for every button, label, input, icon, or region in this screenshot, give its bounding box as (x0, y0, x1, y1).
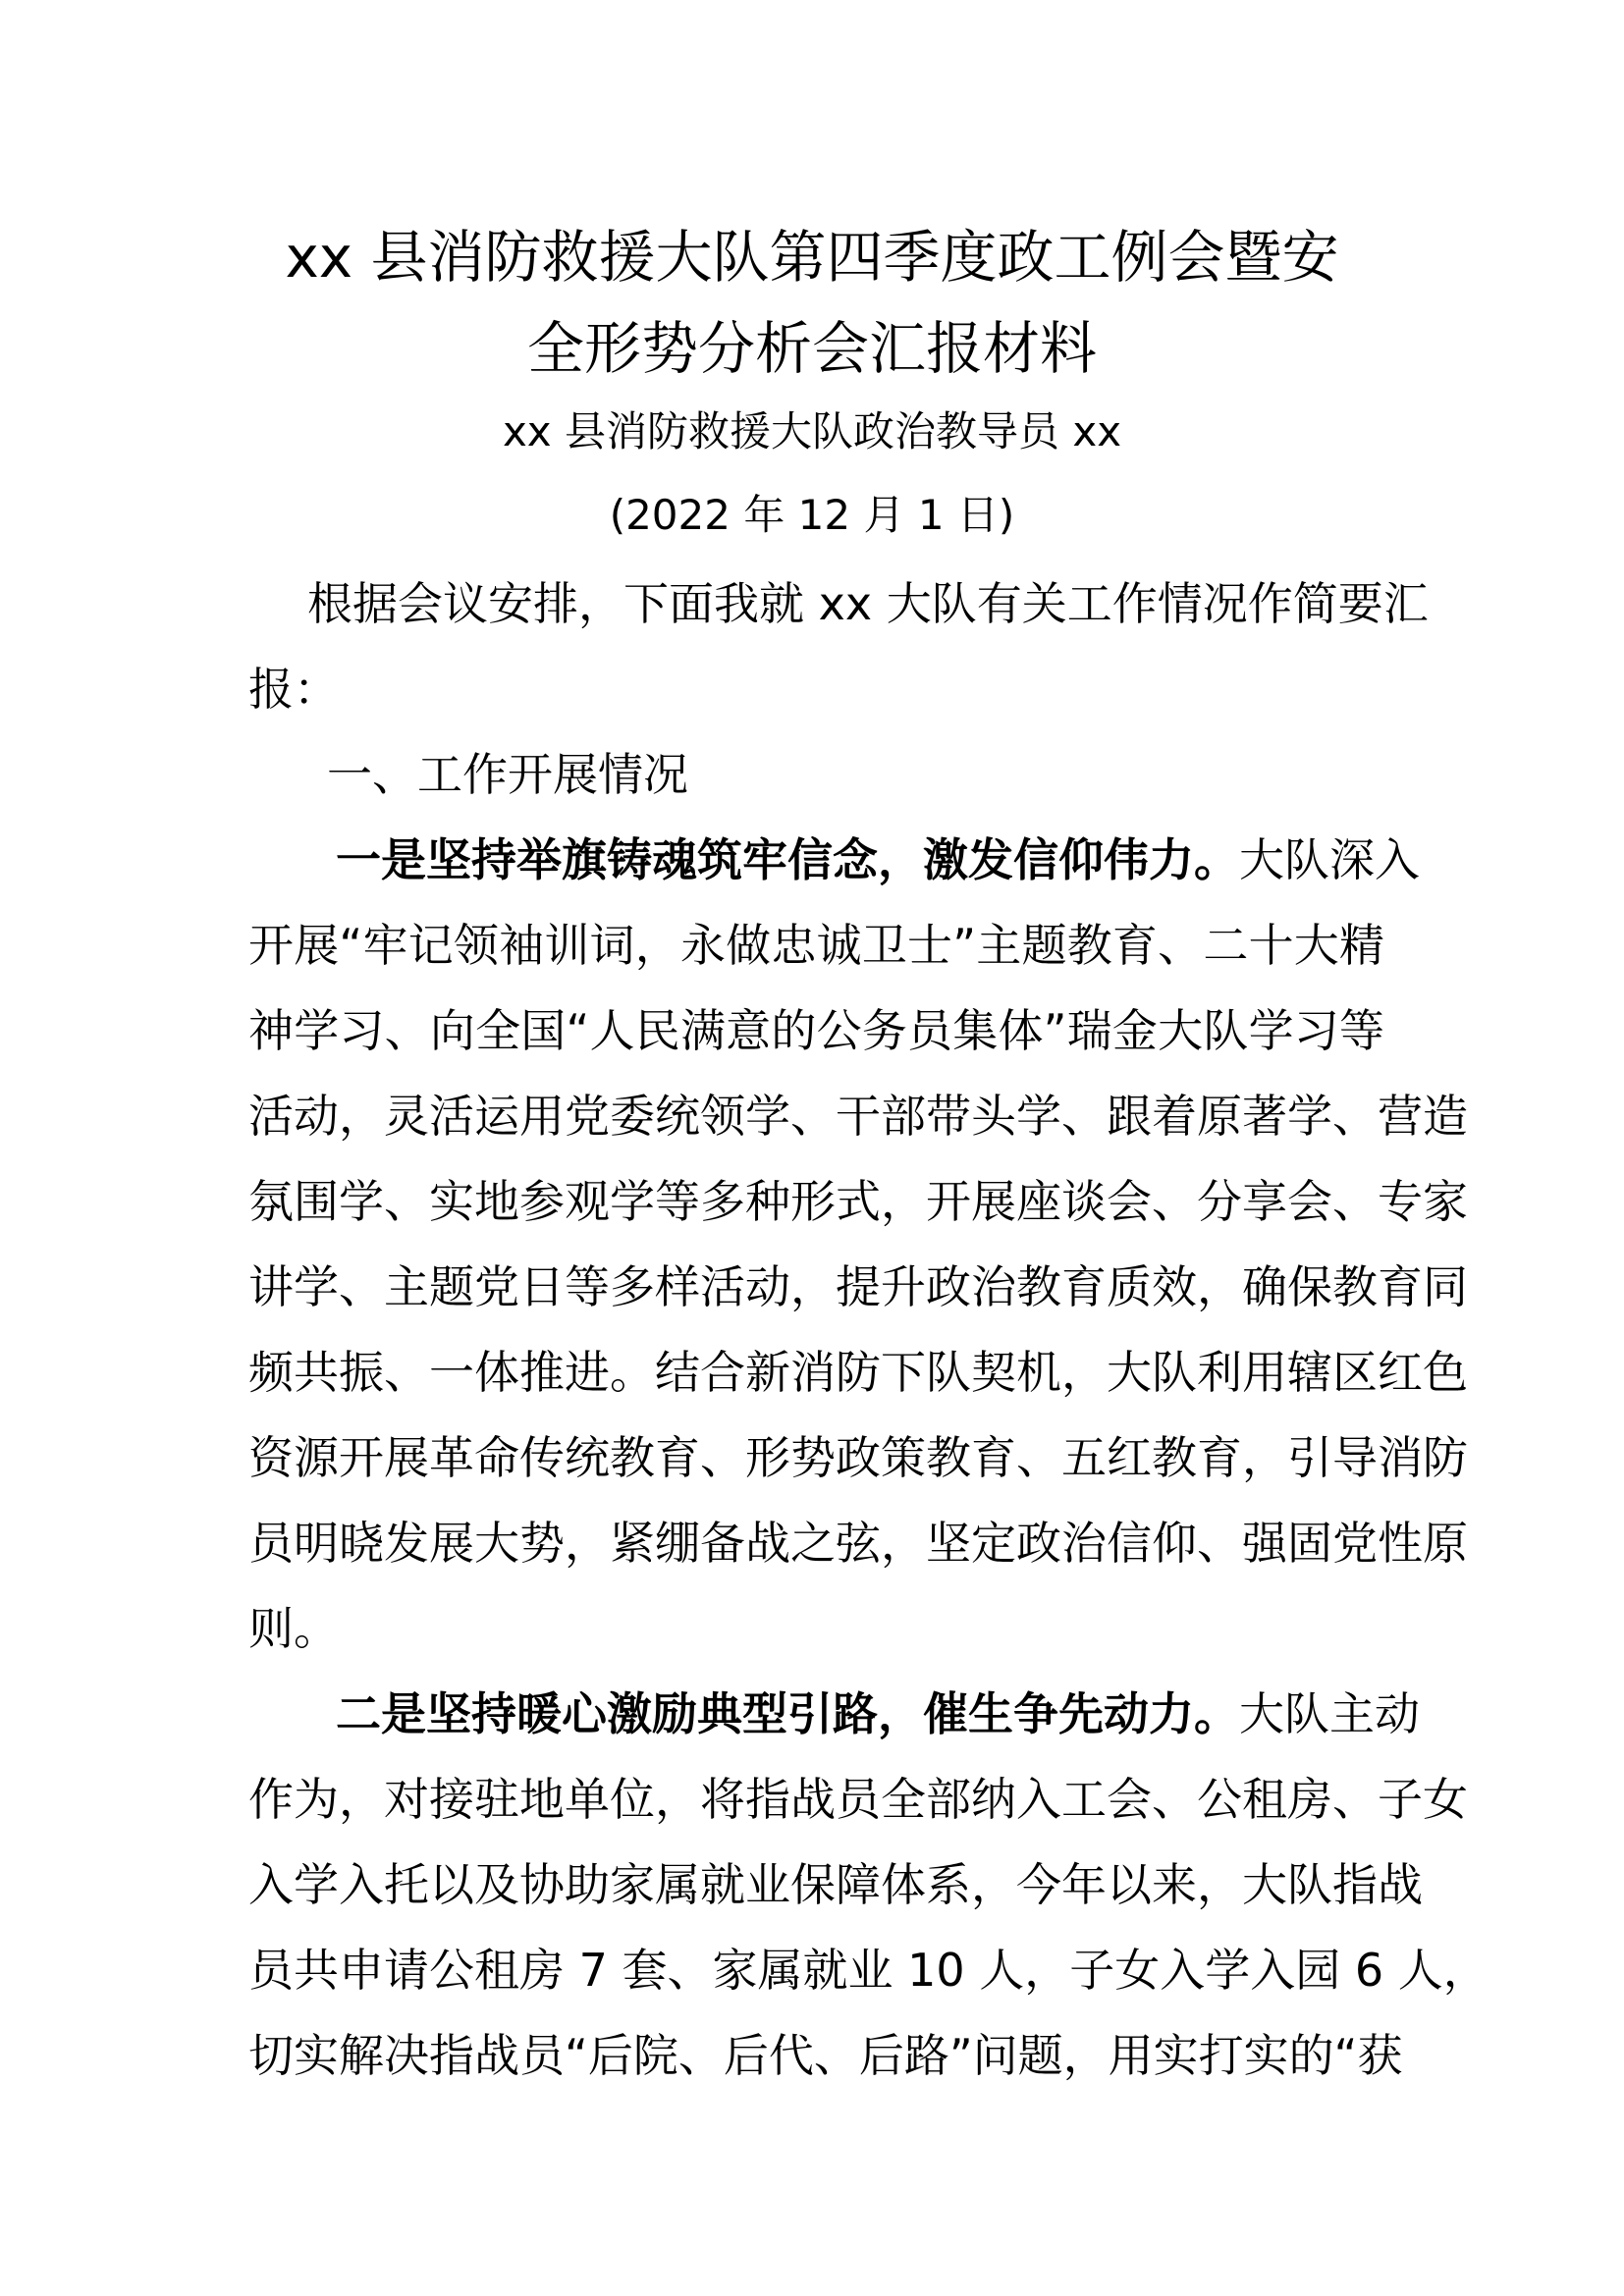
para1-first-line (248, 826, 1420, 911)
intro-line: 报： (248, 663, 339, 716)
document-date: (2022 年 12 月 1 日) (609, 491, 1015, 539)
para1-line: 氛围学、实地参观学等多种形式，开展座谈会、分享会、专家 (248, 1175, 1468, 1228)
document-author: xx 县消防救援大队政治教导员 xx (502, 407, 1122, 455)
document-title-line-2: 全形势分析会汇报材料 (526, 315, 1097, 382)
document-body (248, 569, 1489, 2107)
para1-line: 开展“牢记领袖训词，永做忠诚卫士”主题教育、二十大精 (248, 919, 1384, 972)
para1-text: 大队深入 (1239, 833, 1420, 886)
para1-bold-heading: 一是坚持举旗铸魂筑牢信念，激发信仰伟力。 (336, 833, 1239, 886)
para1-line: 资源开展革命传统教育、形势政策教育、五红教育，引导消防 (248, 1431, 1468, 1484)
para1-line: 员明晓发展大势，紧绷备战之弦，坚定政治信仰、强固党性原 (248, 1517, 1468, 1570)
document-title-line-1: xx 县消防救援大队第四季度政工例会暨安 (285, 224, 1339, 291)
para2-first-line (248, 1680, 1420, 1765)
intro-line: 根据会议安排，下面我就 xx 大队有关工作情况作简要汇 (307, 577, 1429, 630)
para2-bold-heading: 二是坚持暖心激励典型引路，催生争先动力。 (336, 1687, 1239, 1740)
section-heading: 一、工作开展情况 (327, 748, 688, 801)
para2-text: 大队主动 (1239, 1687, 1420, 1740)
para1-line: 频共振、一体推进。结合新消防下队契机，大队利用辖区红色 (248, 1346, 1468, 1399)
para1-line: 则。 (248, 1602, 339, 1655)
para2-line: 员共申请公租房 7 套、家属就业 10 人，子女入学入园 6 人， (248, 1944, 1489, 1997)
para2-line: 切实解决指战员“后院、后代、后路”问题，用实打实的“获 (248, 2029, 1403, 2082)
para1-line: 神学习、向全国“人民满意的公务员集体”瑞金大队学习等 (248, 1004, 1384, 1057)
para2-line: 入学入托以及协助家属就业保障体系，今年以来，大队指战 (248, 1858, 1423, 1911)
para1-line: 讲学、主题党日等多样活动，提升政治教育质效，确保教育同 (248, 1260, 1468, 1313)
para1-line: 活动，灵活运用党委统领学、干部带头学、跟着原著学、营造 (248, 1090, 1468, 1143)
para2-line: 作为，对接驻地单位，将指战员全部纳入工会、公租房、子女 (248, 1773, 1468, 1826)
